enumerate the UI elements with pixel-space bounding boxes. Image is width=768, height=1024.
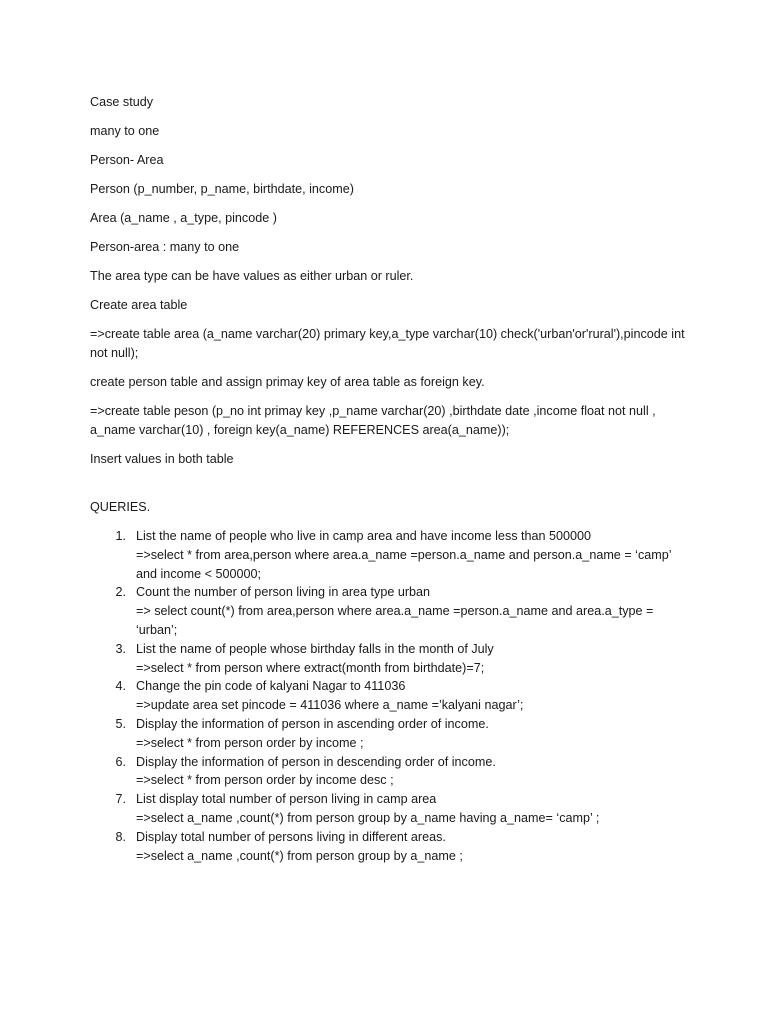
query-description: List display total number of person living in camp area (136, 792, 437, 807)
list-item (90, 753, 690, 791)
query-description: Change the pin code of kalyani Nagar to 411036 (136, 679, 406, 694)
query-description: List the name of people whose birthday falls in the month of July (136, 641, 494, 656)
query-description: Display total number of persons living in different areas. (136, 829, 446, 844)
document-body (90, 93, 690, 865)
list-item (90, 715, 690, 753)
list-item (90, 828, 690, 866)
query-sql: =>select * from person order by income ; (136, 735, 364, 750)
list-item (90, 527, 690, 583)
query-sql: => select count(*) from area,person where area.a_name =person.a_name and area.a_type = ‘urban’; (136, 604, 654, 637)
list-item (90, 677, 690, 715)
query-sql: =>select * from person where extract(month from birthdate)=7; (136, 660, 485, 675)
list-number: 4. (115, 679, 126, 694)
query-description: Display the information of person in ascending order of income. (136, 716, 489, 731)
list-number: 2. (115, 585, 126, 600)
query-sql: =>select a_name ,count(*) from person group by a_name ; (136, 848, 463, 863)
relationship-line: Person-area : many to one (90, 240, 240, 254)
list-number: 1. (115, 529, 126, 543)
create-person-sql: =>create table peson (p_no int primay key ,p_name varchar(20) ,birthdate date ,income float not null , a_name varchar(10) , foreign key(a_name) REFERENCES area(a_name)); (90, 404, 656, 437)
list-item (90, 640, 690, 678)
area-schema: Area (a_name , a_type, pincode ) (90, 211, 277, 225)
insert-values-line: Insert values in both table (90, 452, 234, 466)
person-schema: Person (p_number, p_name, birthdate, income) (90, 182, 354, 196)
list-number: 7. (115, 792, 126, 807)
list-number: 3. (115, 641, 126, 656)
list-item (90, 790, 690, 828)
create-area-sql: =>create table area (a_name varchar(20) primary key,a_type varchar(10) check('urban'or'rural'),pincode int not null); (90, 327, 685, 360)
query-description: Count the number of person living in area type urban (136, 585, 431, 600)
query-description: Display the information of person in descending order of income. (136, 754, 496, 769)
queries-heading: QUERIES. (90, 500, 151, 514)
area-type-note: The area type can be have values as either urban or ruler. (90, 269, 414, 283)
list-number: 8. (115, 829, 126, 844)
create-area-heading: Create area table (90, 298, 188, 312)
query-sql: =>select * from person order by income desc ; (136, 773, 394, 788)
relationship-type: many to one (90, 124, 160, 138)
list-number: 5. (115, 716, 126, 731)
create-person-heading: create person table and assign primay key of area table as foreign key. (90, 375, 485, 389)
heading-case-study: Case study (90, 95, 153, 109)
queries-list (90, 527, 690, 865)
query-sql: =>update area set pincode = 411036 where a_name =’kalyani nagar’; (136, 698, 524, 713)
query-sql: =>select * from area,person where area.a_name =person.a_name and person.a_name = ‘camp’ and income < 500000; (136, 547, 672, 581)
entities-line: Person- Area (90, 153, 164, 167)
list-item (90, 583, 690, 639)
query-description: List the name of people who live in camp area and have income less than 500000 (136, 529, 592, 543)
list-number: 6. (115, 754, 126, 769)
query-sql: =>select a_name ,count(*) from person group by a_name having a_name= ‘camp’ ; (136, 810, 600, 825)
